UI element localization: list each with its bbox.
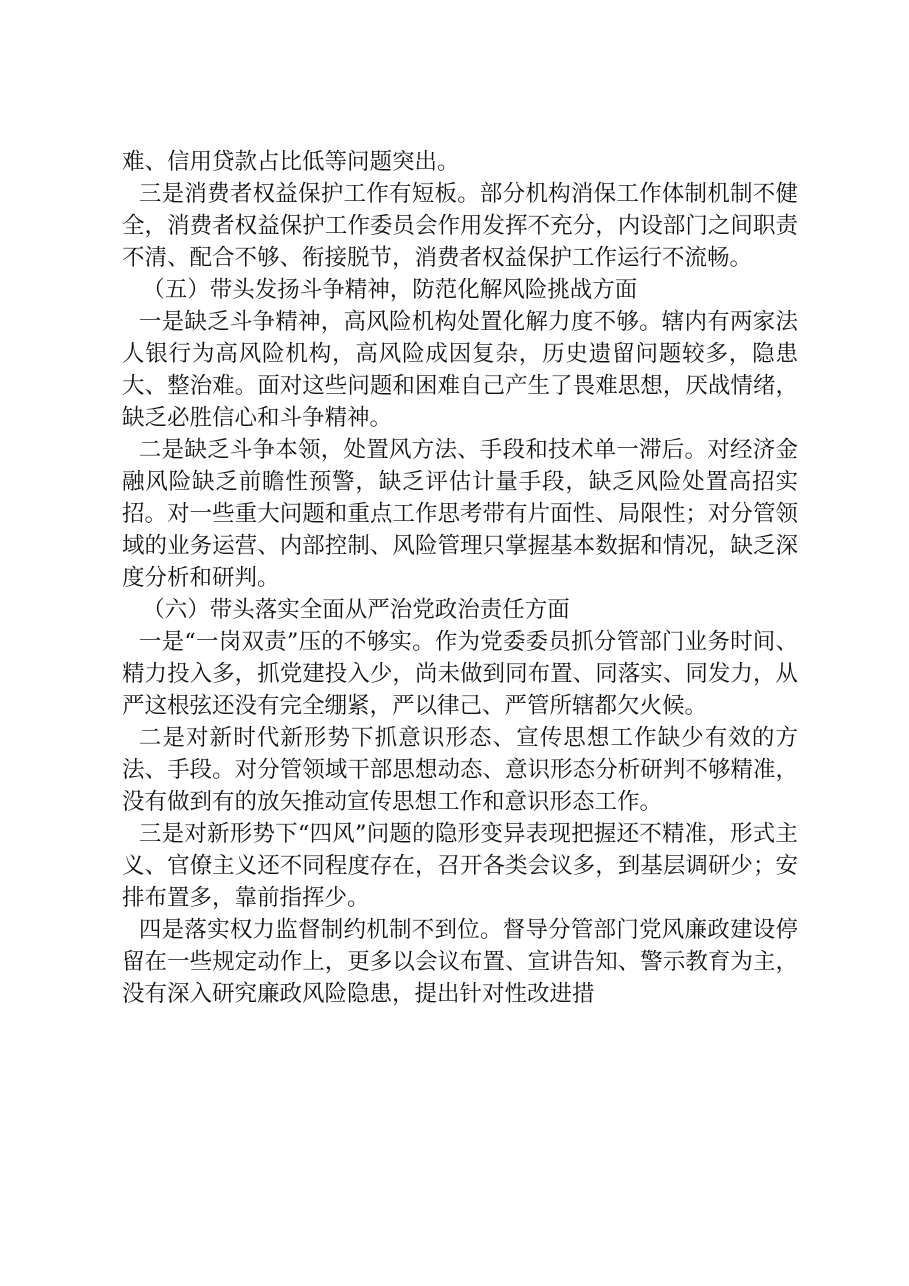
paragraph-continuation: 难、信用贷款占比低等问题突出。 [122,149,460,175]
paragraph-ideology-work: 二是对新时代新形势下抓意识形态、宣传思想工作缺少有效的方法、手段。对分管领域干部思想动态、意识形态分析研判不够精准，没有做到有的放矢推动宣传思想工作和意识形态工作。 [122,725,798,815]
paragraph-power-supervision: 四是落实权力监督制约机制不到位。督导分管部门党风廉政建设停留在一些规定动作上，更多以会议布置、宣讲告知、警示教育为主，没有深入研究廉政风险隐患，提出针对性改进措 [122,917,798,1007]
paragraph-dual-responsibility: 一是“一岗双责”压的不够实。作为党委委员抓分管部门业务时间、精力投入多，抓党建投入少，尚未做到同布置、同落实、同发力，从严这根弦还没有完全绷紧，严以律己、严管所辖都欠火候。 [122,629,798,719]
paragraph-struggle-spirit: 一是缺乏斗争精神，高风险机构处置化解力度不够。辖内有两家法人银行为高风险机构，高风险成因复杂，历史遗留问题较多，隐患大、整治难。面对这些问题和困难自己产生了畏难思想，厌战情绪，缺乏必胜信心和斗争精神。 [122,309,798,431]
section-heading-five: （五）带头发扬斗争精神，防范化解风险挑战方面 [142,277,638,303]
paragraph-consumer-protection: 三是消费者权益保护工作有短板。部分机构消保工作体制机制不健全，消费者权益保护工作委员会作用发挥不充分，内设部门之间职责不清、配合不够、衔接脱节，消费者权益保护工作运行不流畅。 [122,181,798,271]
paragraph-four-winds: 三是对新形势下“四风”问题的隐形变异表现把握还不精准，形式主义、官僚主义还不同程度存在，召开各类会议多，到基层调研少；安排布置多，靠前指挥少。 [122,821,798,911]
document-body [122,146,798,1010]
section-heading-six: （六）带头落实全面从严治党政治责任方面 [142,597,570,623]
paragraph-struggle-skill: 二是缺乏斗争本领，处置风方法、手段和技术单一滞后。对经济金融风险缺乏前瞻性预警，缺乏评估计量手段，缺乏风险处置高招实招。对一些重大问题和重点工作思考带有片面性、局限性；对分管领域的业务运营、内部控制、风险管理只掌握基本数据和情况，缺乏深度分析和研判。 [122,437,798,591]
